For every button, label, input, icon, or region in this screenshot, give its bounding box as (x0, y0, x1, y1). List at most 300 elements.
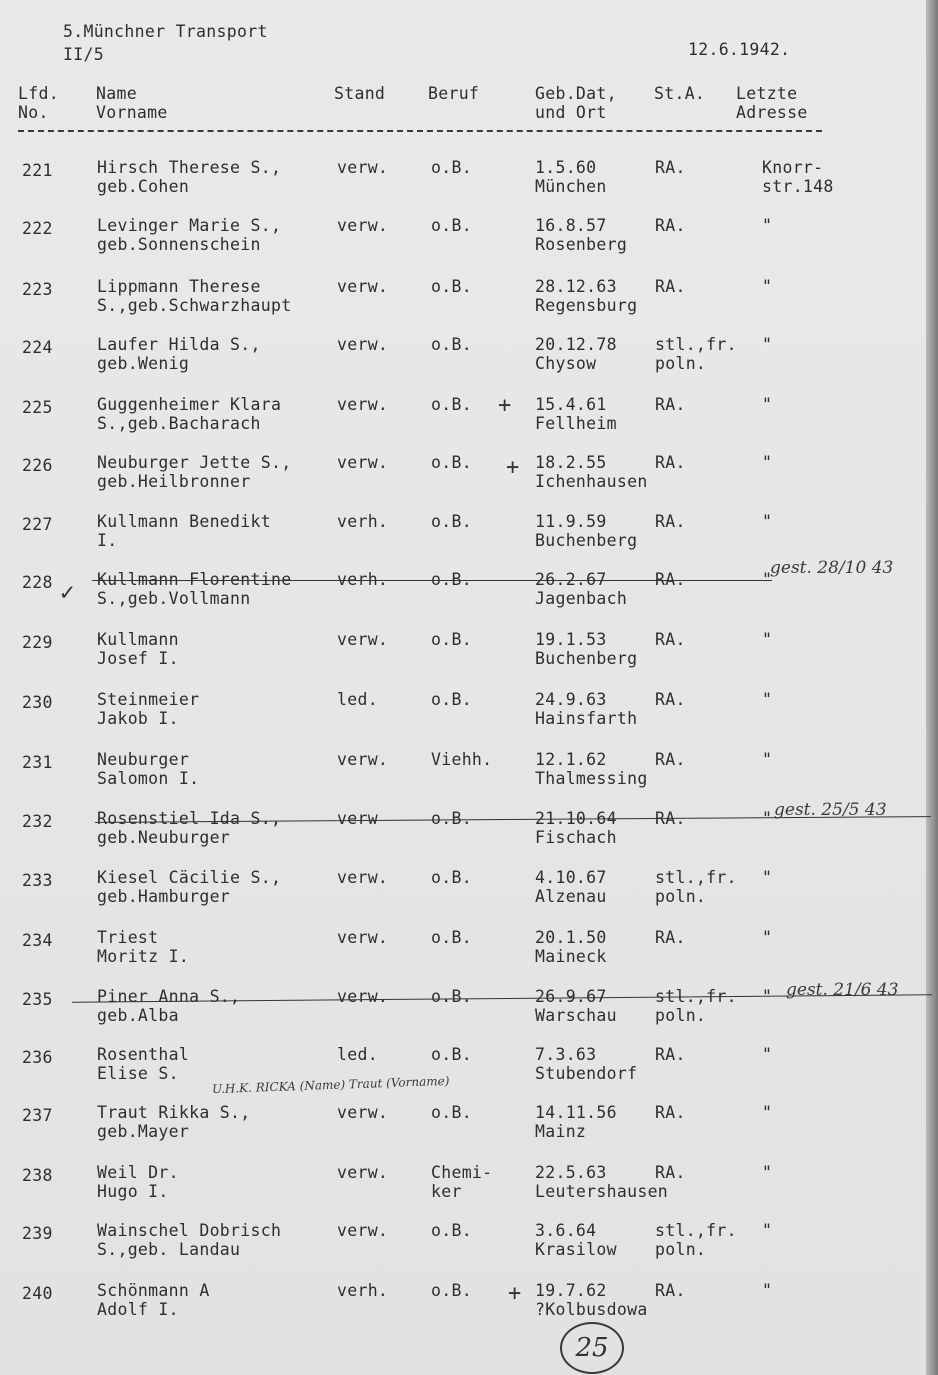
transport-code: II/5 (63, 45, 104, 64)
cell-beruf (431, 630, 472, 649)
cell-geb-line: Rosenberg (535, 235, 628, 254)
cell-sta-line: poln. (655, 1240, 707, 1259)
annotation-row-237: U.H.K. RICKA (Name) Traut (Vorname) (211, 1073, 450, 1097)
cell-adr-line: " (762, 512, 773, 531)
page-edge-shadow (926, 0, 938, 1375)
table-row (0, 570, 926, 628)
cell-sta-line: RA. (655, 453, 686, 472)
cell-adr (762, 512, 772, 531)
cell-geb (535, 395, 617, 433)
cell-geb-line: Buchenberg (535, 531, 638, 550)
cell-beruf (431, 395, 472, 414)
cell-name-line: Elise S. (97, 1064, 179, 1083)
cell-beruf-line: o.B. (431, 868, 472, 887)
cell-name (97, 158, 281, 196)
cell-adr (762, 216, 772, 235)
col-header-geb-line2: und Ort (535, 103, 607, 122)
cell-beruf (431, 1281, 472, 1300)
cell-sta (655, 453, 686, 472)
cell-geb-line: Warschau (535, 1006, 617, 1025)
cell-geb-line: Hainsfarth (535, 709, 638, 728)
cell-geb (535, 158, 607, 196)
cell-name-line: geb.Hamburger (97, 887, 231, 906)
cell-geb-line: 16.8.57 (535, 216, 607, 235)
cell-geb-line: 28.12.63 (535, 277, 617, 296)
cell-adr-line: " (762, 216, 773, 235)
cell-stand: verw. (337, 1103, 389, 1122)
cell-name-line: I. (97, 531, 118, 550)
col-header-geb-line1: Geb.Dat, (535, 84, 617, 103)
cell-beruf-line: o.B. (431, 630, 472, 649)
cell-sta-line: stl.,fr. (655, 335, 737, 354)
cell-stand: verw. (337, 630, 389, 649)
cell-sta (655, 335, 737, 373)
cell-adr-line: " (762, 928, 773, 947)
cell-sta (655, 630, 686, 649)
cell-sta-line: RA. (655, 928, 686, 947)
cell-sta-line: RA. (655, 750, 686, 769)
cell-name (97, 395, 281, 433)
cell-beruf (431, 987, 472, 1006)
cell-name (97, 335, 261, 373)
cell-geb-line: 21.10.64 (535, 809, 617, 828)
cell-sta (655, 395, 686, 414)
cell-adr-line: " (762, 277, 773, 296)
cell-beruf-line: o.B. (431, 1221, 472, 1240)
cell-name-line: Hirsch Therese S., (97, 158, 282, 177)
cell-stand: verw. (337, 395, 389, 414)
cell-no: 231 (22, 753, 53, 772)
cell-adr (762, 809, 772, 828)
page-number: 25 (560, 1322, 624, 1374)
cell-sta (655, 1281, 686, 1300)
cell-name-line: Neuburger (97, 750, 190, 769)
table-row (0, 928, 926, 986)
cell-stand: verw (337, 809, 378, 828)
col-header-beruf: Beruf (428, 84, 480, 103)
cell-name (97, 928, 189, 966)
cell-stand: verw. (337, 335, 389, 354)
cell-adr-line: Knorr- (762, 158, 824, 177)
cell-name (97, 868, 281, 906)
col-header-lfd (18, 84, 59, 122)
cell-beruf-line: o.B. (431, 987, 472, 1006)
cell-geb (535, 570, 627, 608)
cell-no: 240 (22, 1284, 53, 1303)
cell-name-line: Moritz I. (97, 947, 190, 966)
cell-name-line: geb.Alba (97, 1006, 179, 1025)
cell-sta (655, 512, 686, 531)
cell-geb-line: 14.11.56 (535, 1103, 617, 1122)
cell-no: 237 (22, 1106, 53, 1125)
cell-geb (535, 809, 617, 847)
table-row (0, 690, 926, 748)
cell-no: 228 (22, 573, 53, 592)
cell-no: 224 (22, 338, 53, 357)
cell-sta (655, 928, 686, 947)
cell-name-line: Kullmann Benedikt (97, 512, 271, 531)
cell-name-line: Piner Anna S., (97, 987, 241, 1006)
cell-geb-line: Alzenau (535, 887, 607, 906)
cell-adr (762, 1103, 772, 1122)
cell-no: 227 (22, 515, 53, 534)
cell-stand: verw. (337, 158, 389, 177)
cell-name-line: Triest (97, 928, 159, 947)
cell-sta-line: RA. (655, 216, 686, 235)
col-header-lfd-line2: No. (18, 103, 49, 122)
cell-name-line: Kiesel Cäcilie S., (97, 868, 282, 887)
cell-stand: verw. (337, 987, 389, 1006)
cell-adr-line: " (762, 630, 773, 649)
col-header-adresse-line1: Letzte (736, 84, 798, 103)
cell-name (97, 1221, 281, 1259)
cell-name-line: Hugo I. (97, 1182, 169, 1201)
cell-sta-line: RA. (655, 809, 686, 828)
cell-no: 239 (22, 1224, 53, 1243)
annotation-gest-228: gest. 28/10 43 (770, 558, 894, 578)
cross-mark-240: + (508, 1281, 522, 1306)
cell-sta-line: RA. (655, 512, 686, 531)
cell-no: 233 (22, 871, 53, 890)
cell-sta (655, 868, 737, 906)
cell-geb-line: 24.9.63 (535, 690, 607, 709)
cell-geb-line: 18.2.55 (535, 453, 607, 472)
cell-stand: verw. (337, 928, 389, 947)
cell-geb-line: 4.10.67 (535, 868, 607, 887)
cell-geb (535, 630, 637, 668)
cell-no: 225 (22, 398, 53, 417)
cell-name-line: geb.Mayer (97, 1122, 190, 1141)
cell-no: 234 (22, 931, 53, 950)
cell-adr (762, 277, 772, 296)
cell-name (97, 1163, 179, 1201)
cell-beruf (431, 277, 472, 296)
cell-geb-line: Krasilow (535, 1240, 617, 1259)
table-row (0, 1281, 926, 1339)
cell-name-line: geb.Heilbronner (97, 472, 251, 491)
cell-geb (535, 690, 637, 728)
col-header-name-line2: Vorname (96, 103, 168, 122)
cell-adr (762, 1221, 772, 1240)
cell-sta-line: stl.,fr. (655, 987, 737, 1006)
cell-geb-line: 20.12.78 (535, 335, 617, 354)
cell-stand: verw. (337, 1163, 389, 1182)
cell-no: 238 (22, 1166, 53, 1185)
cell-beruf-line: o.B. (431, 335, 472, 354)
cell-geb (535, 750, 648, 788)
cell-sta (655, 750, 686, 769)
transport-title: 5.Münchner Transport (63, 22, 268, 41)
table-row (0, 1045, 926, 1103)
cell-geb (535, 453, 648, 491)
cell-geb-line: Regensburg (535, 296, 638, 315)
cell-geb-line: Fischach (535, 828, 617, 847)
cell-adr (762, 868, 772, 887)
cell-name-line: Weil Dr. (97, 1163, 179, 1182)
cell-sta (655, 158, 686, 177)
cell-stand: verw. (337, 277, 389, 296)
cell-stand: verw. (337, 750, 389, 769)
cell-sta-line: RA. (655, 1103, 686, 1122)
strike-row-228 (92, 580, 772, 581)
cell-name-line: S.,geb.Vollmann (97, 589, 251, 608)
cell-geb-line: Chysow (535, 354, 597, 373)
cell-sta (655, 277, 686, 296)
cell-beruf-line: o.B. (431, 216, 472, 235)
cell-geb-line: 19.1.53 (535, 630, 607, 649)
cell-geb-line: 1.5.60 (535, 158, 597, 177)
cell-beruf-line: ker (431, 1182, 462, 1201)
cell-stand: verw. (337, 1221, 389, 1240)
cell-geb (535, 987, 617, 1025)
cell-geb-line: München (535, 177, 607, 196)
cell-adr (762, 928, 772, 947)
cell-adr (762, 690, 772, 709)
cell-name-line: S.,geb.Schwarzhaupt (97, 296, 292, 315)
cell-adr-line: " (762, 809, 773, 828)
cell-geb-line: ?Kolbusdowa (535, 1300, 648, 1319)
cell-geb-line: Fellheim (535, 414, 617, 433)
cell-sta (655, 1103, 686, 1122)
cell-adr-line: " (762, 750, 773, 769)
cell-geb (535, 216, 627, 254)
cell-beruf-line: Chemi- (431, 1163, 493, 1182)
cell-name-line: Wainschel Dobrisch (97, 1221, 282, 1240)
cell-name (97, 216, 281, 254)
cell-geb-line: Maineck (535, 947, 607, 966)
cell-name-line: Traut Rikka S., (97, 1103, 251, 1122)
cell-beruf (431, 868, 472, 887)
cell-stand: led. (337, 690, 378, 709)
cell-name (97, 1103, 251, 1141)
cell-adr-line: " (762, 690, 773, 709)
col-header-geb (535, 84, 617, 122)
cell-name-line: Laufer Hilda S., (97, 335, 261, 354)
cell-stand: led. (337, 1045, 378, 1064)
cell-sta (655, 1163, 686, 1182)
cell-name-line: geb.Neuburger (97, 828, 231, 847)
cell-sta-line: poln. (655, 887, 707, 906)
cell-beruf-line: o.B. (431, 809, 472, 828)
cell-sta-line: RA. (655, 158, 686, 177)
cell-geb (535, 928, 607, 966)
col-header-stand: Stand (334, 84, 386, 103)
cell-name-line: Josef I. (97, 649, 179, 668)
annotation-gest-232: gest. 25/5 43 (774, 800, 887, 820)
cell-geb (535, 1163, 668, 1201)
cell-adr (762, 158, 834, 196)
cell-geb-line: Stubendorf (535, 1064, 638, 1083)
cell-stand: verw. (337, 453, 389, 472)
cell-adr-line: " (762, 453, 773, 472)
cell-geb-line: 11.9.59 (535, 512, 607, 531)
cell-sta (655, 216, 686, 235)
cell-geb-line: Leutershausen (535, 1182, 669, 1201)
cell-geb-line: 12.1.62 (535, 750, 607, 769)
cell-geb-line: 19.7.62 (535, 1281, 607, 1300)
cell-sta-line: RA. (655, 395, 686, 414)
cell-geb-line: Buchenberg (535, 649, 638, 668)
cell-no: 232 (22, 812, 53, 831)
table-row (0, 395, 926, 453)
cell-name-line: Rosenstiel Ida S., (97, 809, 282, 828)
cell-stand: verh. (337, 570, 389, 589)
cell-adr-line: " (762, 1045, 773, 1064)
cell-adr (762, 1163, 772, 1182)
cell-name (97, 690, 199, 728)
cell-adr-line: " (762, 1163, 773, 1182)
cell-geb-line: Jagenbach (535, 589, 628, 608)
cell-beruf (431, 216, 472, 235)
cell-beruf (431, 928, 472, 947)
cell-geb-line: 22.5.63 (535, 1163, 607, 1182)
cell-geb (535, 1045, 637, 1083)
cell-name (97, 453, 291, 491)
cell-beruf-line: o.B. (431, 395, 472, 414)
cell-adr-line: " (762, 1103, 773, 1122)
cell-adr (762, 335, 772, 354)
cell-name-line: Kullmann Florentine (97, 570, 292, 589)
cell-name-line: Levinger Marie S., (97, 216, 282, 235)
table-row (0, 277, 926, 335)
cell-stand: verh. (337, 1281, 389, 1300)
cell-geb-line: 26.2.67 (535, 570, 607, 589)
cell-beruf-line: o.B. (431, 512, 472, 531)
cell-beruf (431, 1103, 472, 1122)
cell-geb (535, 868, 607, 906)
cell-geb (535, 277, 637, 315)
cell-name-line: Guggenheimer Klara (97, 395, 282, 414)
cell-adr-line: " (762, 335, 773, 354)
col-header-name (96, 84, 168, 122)
cell-name-line: Neuburger Jette S., (97, 453, 292, 472)
cell-beruf-line: o.B. (431, 1103, 472, 1122)
cell-no: 230 (22, 693, 53, 712)
cell-sta-line: RA. (655, 1045, 686, 1064)
cell-sta (655, 690, 686, 709)
cross-mark-226: + (506, 455, 520, 480)
cell-sta-line: RA. (655, 1163, 686, 1182)
cell-name (97, 512, 271, 550)
cell-name (97, 277, 291, 315)
cell-beruf-line: o.B. (431, 1281, 472, 1300)
cell-name-line: Schönmann A (97, 1281, 210, 1300)
col-header-adresse-line2: Adresse (736, 103, 808, 122)
cell-no: 221 (22, 161, 53, 180)
cell-adr (762, 630, 772, 649)
cell-beruf-line: o.B. (431, 570, 472, 589)
table-row (0, 1163, 926, 1221)
cell-name (97, 750, 199, 788)
table-row (0, 868, 926, 926)
cell-sta-line: RA. (655, 630, 686, 649)
cell-no: 236 (22, 1048, 53, 1067)
cell-no: 226 (22, 456, 53, 475)
cell-name-line: Kullmann (97, 630, 179, 649)
cell-sta-line: RA. (655, 570, 686, 589)
cell-geb-line: Ichenhausen (535, 472, 648, 491)
cell-geb (535, 335, 617, 373)
cell-no: 223 (22, 280, 53, 299)
document-date: 12.6.1942. (688, 40, 791, 59)
cell-sta-line: stl.,fr. (655, 1221, 737, 1240)
cell-geb-line: 20.1.50 (535, 928, 607, 947)
cell-geb-line: 3.6.64 (535, 1221, 597, 1240)
cell-geb-line: Mainz (535, 1122, 587, 1141)
cell-sta-line: stl.,fr. (655, 868, 737, 887)
table-row (0, 630, 926, 688)
cell-geb (535, 1281, 648, 1319)
cell-sta-line: poln. (655, 354, 707, 373)
cell-beruf (431, 335, 472, 354)
cell-name-line: geb.Cohen (97, 177, 190, 196)
cell-adr-line: " (762, 570, 773, 589)
cell-name-line: S.,geb. Landau (97, 1240, 241, 1259)
table-row (0, 158, 926, 216)
cell-adr (762, 1045, 772, 1064)
cell-beruf-line: o.B. (431, 1045, 472, 1064)
cell-beruf-line: o.B. (431, 928, 472, 947)
cell-name (97, 630, 179, 668)
cell-beruf (431, 453, 472, 472)
cell-name (97, 809, 281, 847)
cell-adr (762, 453, 772, 472)
cell-sta (655, 1045, 686, 1064)
cell-geb-line: 26.9.67 (535, 987, 607, 1006)
cell-beruf (431, 750, 492, 769)
cell-adr (762, 750, 772, 769)
col-header-sta: St.A. (654, 84, 706, 103)
col-header-name-line1: Name (96, 84, 137, 103)
cell-beruf (431, 158, 472, 177)
table-row (0, 1221, 926, 1279)
cell-stand: verh. (337, 512, 389, 531)
cell-adr (762, 395, 772, 414)
cell-sta-line: poln. (655, 1006, 707, 1025)
header-dashed-rule (18, 130, 822, 132)
cell-geb (535, 1103, 617, 1141)
cross-mark-225: + (498, 393, 512, 418)
cell-sta (655, 1221, 737, 1259)
check-mark-228: ✓ (60, 578, 75, 606)
cell-name (97, 1281, 210, 1319)
cell-name-line: Lippmann Therese (97, 277, 261, 296)
cell-beruf-line: Viehh. (431, 750, 493, 769)
cell-adr-line: " (762, 395, 773, 414)
cell-name (97, 987, 240, 1025)
cell-name-line: Salomon I. (97, 769, 200, 788)
table-row (0, 335, 926, 393)
cell-name (97, 570, 291, 608)
cell-name (97, 1045, 189, 1083)
cell-geb-line: 15.4.61 (535, 395, 607, 414)
cell-adr (762, 1281, 772, 1300)
cell-no: 235 (22, 990, 53, 1009)
cell-name-line: S.,geb.Bacharach (97, 414, 261, 433)
cell-sta (655, 987, 737, 1025)
cell-geb (535, 512, 637, 550)
table-row (0, 453, 926, 511)
cell-beruf (431, 1163, 492, 1201)
cell-sta-line: RA. (655, 277, 686, 296)
cell-name-line: Steinmeier (97, 690, 200, 709)
cell-name-line: geb.Sonnenschein (97, 235, 261, 254)
cell-no: 229 (22, 633, 53, 652)
col-header-adresse (736, 84, 808, 122)
cell-beruf-line: o.B. (431, 690, 472, 709)
col-header-lfd-line1: Lfd. (18, 84, 59, 103)
cell-name-line: Adolf I. (97, 1300, 179, 1319)
